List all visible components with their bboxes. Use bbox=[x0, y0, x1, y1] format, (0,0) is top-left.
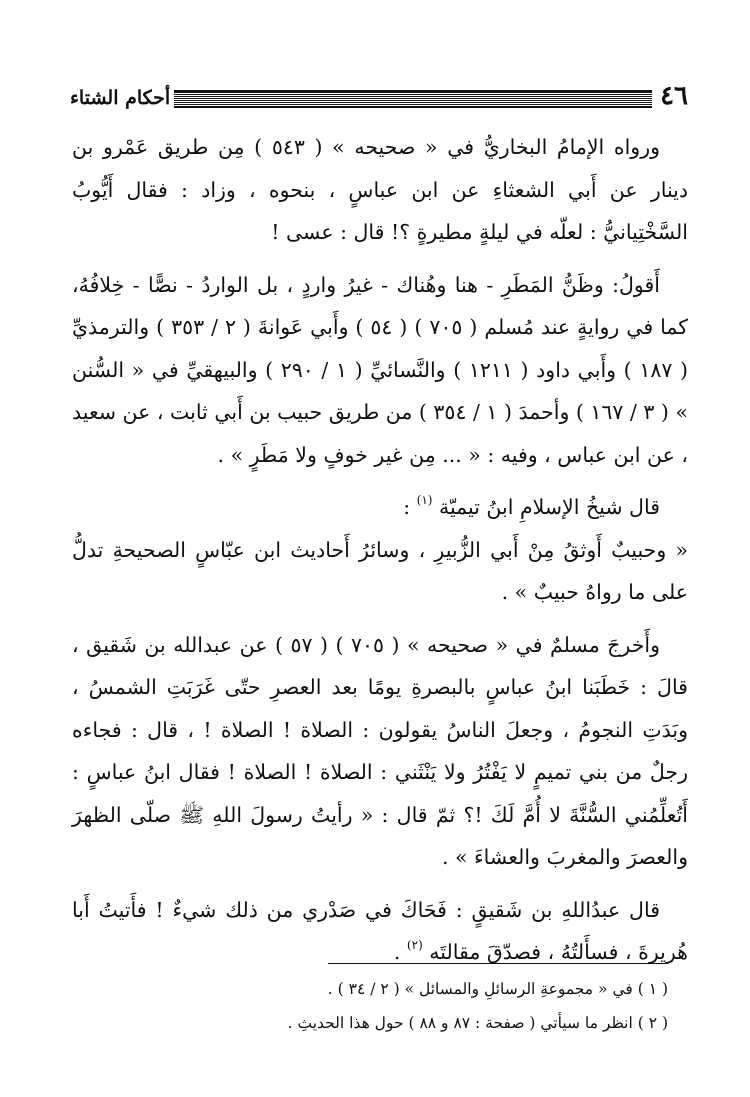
paragraph-muslim-narration bbox=[72, 624, 688, 879]
paragraph-text: « وحبيبٌ أَوثقُ مِنْ أَبي الزُّبيرِ ، وسائرُ أَحاديث ابن عبّاسٍ الصحيحةِ تدلُّ على ما رواهُ حبيبٌ » . bbox=[72, 537, 688, 604]
paragraph-tail: : bbox=[403, 495, 417, 519]
running-title: أحكام الشتاء bbox=[70, 87, 171, 109]
paragraph-ibn-taymiyya-intro bbox=[72, 486, 688, 529]
page-header bbox=[70, 82, 688, 114]
footnote-ref-2: (٢) bbox=[406, 938, 423, 952]
paragraph-text: قال عبدُاللهِ بن شَقيقٍ : فَحَاكَ في صَدْري من ذلك شيءٌ ! فأَتيتُ أَبا هُريرةَ ، فسأَلتُهُ ، فصدّقَ مقالتَه bbox=[72, 897, 688, 964]
paragraph-bukhari-narration bbox=[72, 126, 688, 254]
paragraph-ibn-shaqiq bbox=[72, 889, 688, 974]
paragraph-tail: . bbox=[393, 940, 407, 964]
footnotes bbox=[108, 972, 668, 1040]
footnote-1: ( ١ ) في « مجموعةِ الرسائلِ والمسائل » ( ٢ / ٣٤ ) . bbox=[327, 980, 668, 998]
page-number: ٤٦ bbox=[660, 81, 688, 111]
footnote-2: ( ٢ ) انظر ما سيأتي ( صفحة : ٨٧ و ٨٨ ) حول هذا الحديثِ . bbox=[287, 1014, 668, 1032]
header-ornamental-rule bbox=[174, 90, 652, 108]
footnote-ref-1: (١) bbox=[416, 493, 433, 507]
paragraph-text: ورواه الإمامُ البخاريُّ في « صحيحه » ( ٥٤٣ ) مِن طريق عَمْرو بن دينار عن أَبي الشعثاءِ عن ابن عباسٍ ، بنحوه ، وزاد : فقال أَيُّوبُ السَّخْتِيانيُّ : لعلّه في ليلةٍ مطيرةٍ ؟! قال : عسى ! bbox=[72, 135, 688, 244]
paragraph-text: وأَخرجَ مسلمٌ في « صحيحه » ( ٧٠٥ ) ( ٥٧ ) عن عبدالله بن شَقيق ، قالَ : خَطَبَنا ابنُ عباسٍ بالبصرةِ يومًا بعد العصرِ حتّى غَرَبَتِ الشمسُ ، وبَدَتِ النجومُ ، وجعلَ الناسُ يقولون : الصلاة ! الصلاة ! ، قال : فجاءه رجلٌ من بني تميمٍ لا يَفْتُرُ ولا يَنْثَني : الصلاة ! الصلاة ! فقال ابنُ عباسٍ : أَتُعلِّمُني السُّنَّةَ لا أُمَّ لَكَ !؟ ثمّ قال : « رأيتُ رسولَ اللهِ ﷺ صلّى الظهرَ والعصرَ والمغربَ والعشاءَ » . bbox=[72, 632, 688, 869]
paragraph-author-comment bbox=[72, 264, 688, 477]
footnote-separator bbox=[328, 963, 668, 964]
paragraph-text: قال شيخُ الإسلامِ ابنُ تيميّة bbox=[438, 495, 660, 519]
paragraph-ibn-taymiyya-quote bbox=[72, 529, 688, 614]
paragraph-text: أَقولُ: وظَنُّ المَطَرِ - هنا وهُناك - غيرُ واردٍ ، بل الواردُ - نصًّا - خِلافُهُ، كما في روايةٍ عند مُسلم ( ٧٠٥ ) ( ٥٤ ) وأَبي عَوانةَ ( ٢ / ٣٥٣ ) والترمذيِّ ( ١٨٧ ) وأَبي داود ( ١٢١١ ) والنَّسائيِّ ( ١ / ٢٩٠ ) والبيهقيِّ في « السُّنن » ( ٣ / ١٦٧ ) وأحمدَ ( ١ / ٣٥٤ ) من طريق حبيب بن أَبي ثابت ، عن سعيد ، عن ابن عباس ، وفيه : « ... مِن غير خوفٍ ولا مَطَرٍ » . bbox=[72, 272, 688, 467]
main-text bbox=[72, 126, 688, 974]
